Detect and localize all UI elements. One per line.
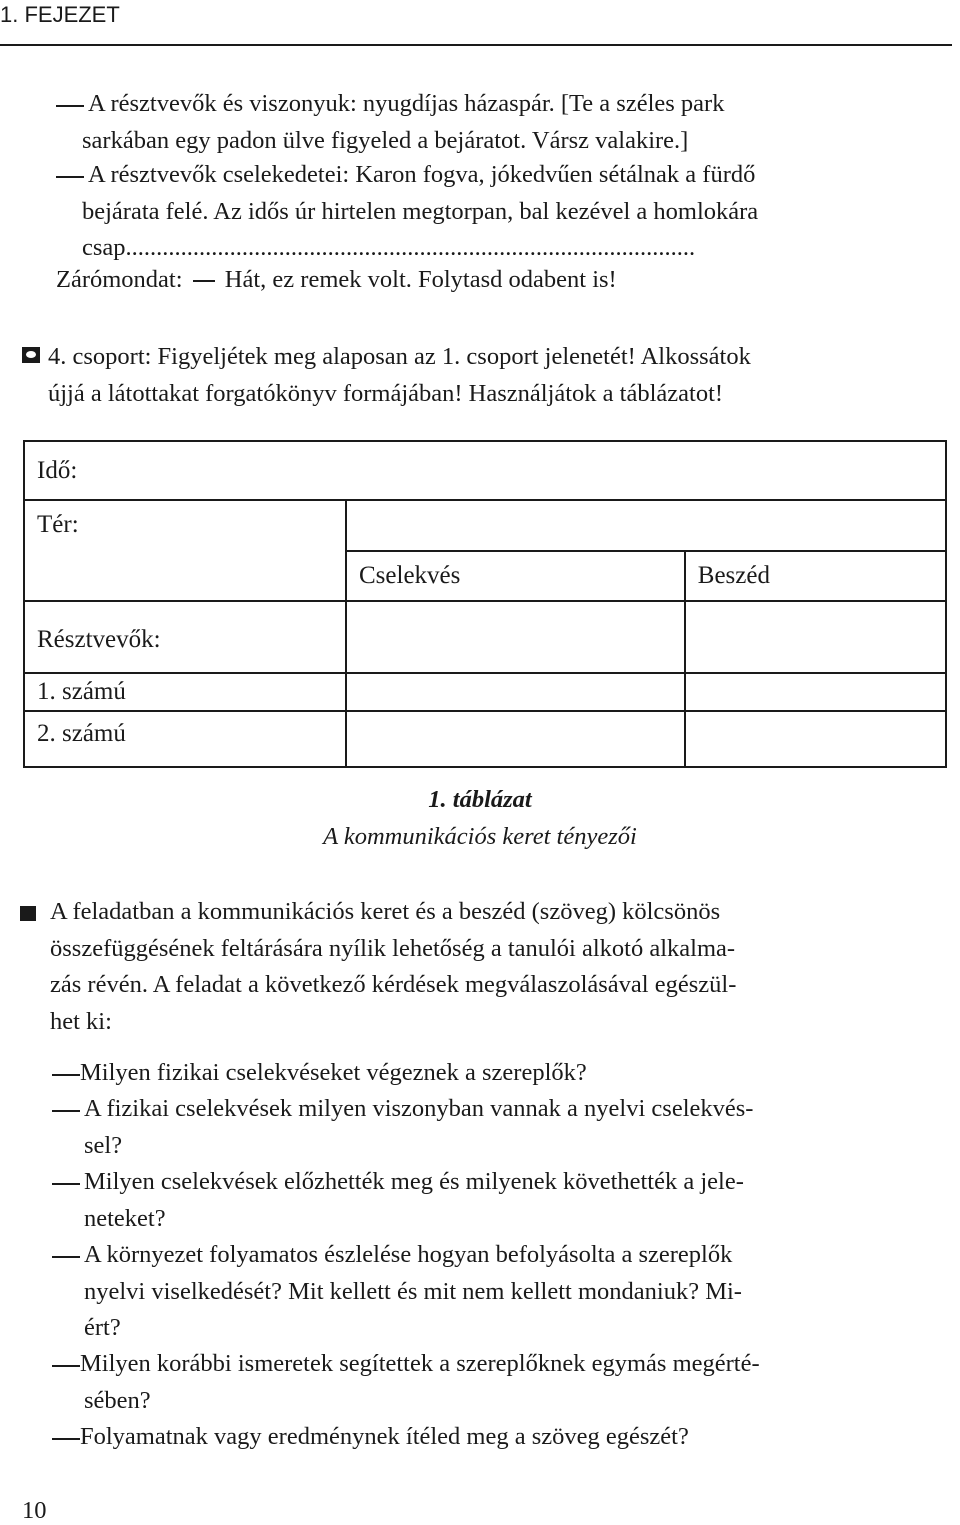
participant-1-label: 1. számú	[37, 678, 126, 705]
participant-2-cell	[24, 711, 346, 767]
speech-cell	[685, 673, 946, 711]
dash-bullet-icon	[52, 1074, 80, 1076]
communication-frame-table	[23, 440, 947, 768]
action-cell	[346, 601, 685, 673]
participant-2-label: 2. számú	[37, 720, 126, 747]
paragraph-line: het ki:	[50, 1007, 112, 1035]
question-line: Milyen korábbi ismeretek segítettek a szereplőknek egymás megérté-	[80, 1350, 760, 1377]
participants-cell	[24, 601, 346, 673]
chapter-title: 1. FEJEZET	[0, 2, 120, 27]
list-item-line: sarkában egy padon ülve figyeled a bejáratot. Vársz valakire.]	[82, 126, 689, 154]
question-item	[52, 1164, 744, 1237]
speech-cell	[685, 601, 946, 673]
list-item-line: A résztvevők és viszonyuk: nyugdíjas házaspár. [Te a széles park	[88, 90, 725, 117]
dash-bullet-icon	[56, 176, 84, 178]
dash-bullet-icon	[52, 1438, 80, 1440]
paragraph-line: összefüggésének feltárására nyílik lehetőség a tanulói alkotó alkalma-	[50, 934, 736, 962]
closing-text: Hát, ez remek volt. Folytasd odabent is!	[224, 266, 617, 293]
question-line: neteket?	[84, 1204, 166, 1232]
speech-header-label: Beszéd	[697, 562, 770, 589]
action-cell	[346, 673, 685, 711]
task-line: újjá a látottakat forgatókönyv formájában! Használjátok a táblázatot!	[48, 380, 724, 407]
question-line: A környezet folyamatos észlelése hogyan befolyásolta a szereplők	[84, 1241, 733, 1268]
action-header-label: Cselekvés	[359, 562, 461, 589]
list-item	[56, 157, 758, 267]
speech-cell	[685, 711, 946, 767]
question-line: Milyen cselekvések előzhették meg és milyenek követhették a jele-	[84, 1168, 744, 1195]
time-cell	[24, 441, 946, 500]
question-item	[52, 1346, 760, 1419]
question-item	[52, 1055, 587, 1092]
page-number: 10	[22, 1497, 47, 1524]
question-line: Milyen fizikai cselekvéseket végeznek a szereplők?	[80, 1059, 587, 1086]
boxed-bullet-icon	[22, 347, 40, 363]
place-label: Tér:	[37, 511, 79, 538]
action-cell	[346, 711, 685, 767]
page-header	[0, 0, 952, 46]
closing-label: Zárómondat:	[56, 266, 183, 293]
square-bullet-icon	[20, 906, 36, 921]
list-item	[56, 86, 724, 159]
blank-cell	[346, 500, 946, 551]
question-line: sében?	[84, 1386, 151, 1414]
paragraph-line: A feladatban a kommunikációs keret és a beszéd (szöveg) kölcsönös	[50, 898, 721, 925]
list-item-line: bejárata felé. Az idős úr hirtelen megtorpan, bal kezével a homlokára	[82, 197, 759, 225]
closing-sentence	[56, 266, 617, 294]
dash-bullet-icon	[52, 1183, 80, 1185]
participants-label: Résztvevők:	[37, 626, 161, 653]
list-item-line: A résztvevők cselekedetei: Karon fogva, jókedvűen sétálnak a fürdő	[88, 161, 756, 188]
table-caption-title: A kommunikációs keret tényezői	[323, 823, 637, 850]
task-line: 4. csoport: Figyeljétek meg alaposan az 1. csoport jelenetét! Alkossátok	[48, 343, 751, 370]
question-line: nyelvi viselkedését? Mit kellett és mit nem kellett mondaniuk? Mi-	[84, 1277, 742, 1305]
question-item	[52, 1237, 742, 1347]
question-line: Folyamatnak vagy eredménynek ítéled meg a szöveg egészét?	[80, 1423, 689, 1450]
paragraph-line: zás révén. A feladat a következő kérdések megválaszolásával egészül-	[50, 971, 737, 999]
question-item	[52, 1419, 689, 1456]
dash-bullet-icon	[52, 1256, 80, 1258]
action-header	[346, 551, 685, 601]
dash-bullet-icon	[56, 105, 84, 107]
question-line: sel?	[84, 1131, 123, 1159]
dash-icon	[193, 280, 215, 282]
time-label: Idő:	[37, 456, 78, 484]
dash-bullet-icon	[52, 1110, 80, 1112]
place-cell	[24, 500, 346, 601]
question-line: A fizikai cselekvések milyen viszonyban vannak a nyelvi cselekvés-	[84, 1095, 754, 1122]
question-line: ért?	[84, 1314, 121, 1342]
question-item	[52, 1091, 753, 1164]
table-caption-number: 1. táblázat	[428, 786, 532, 813]
list-item-line: csap.............................................................................................	[82, 234, 696, 262]
speech-header	[685, 551, 946, 601]
dash-bullet-icon	[52, 1365, 80, 1367]
participant-1-cell	[24, 673, 346, 711]
